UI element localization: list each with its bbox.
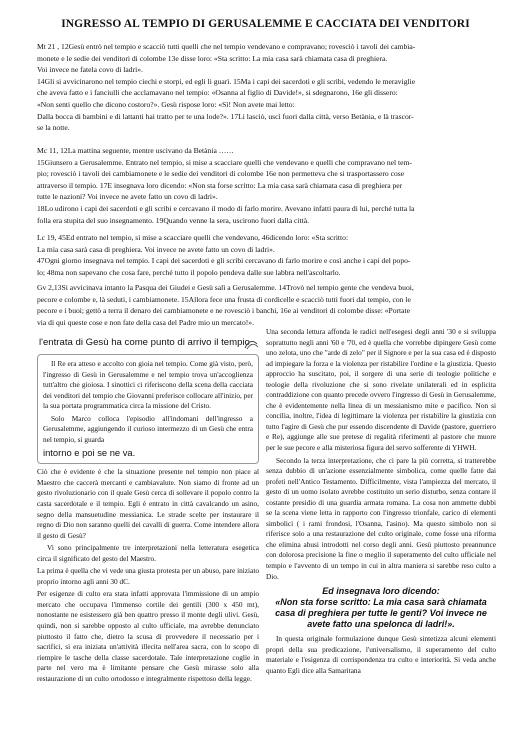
section-banner: [37, 335, 259, 352]
left-column: [37, 335, 259, 745]
gospel-reference: Mc 11, 12: [37, 146, 68, 155]
gospel-line: se la notte.: [37, 123, 70, 133]
gospel-mark: [37, 145, 497, 226]
gospel-reference: Mt 21 , 12: [37, 42, 69, 51]
decorative-swirl-icon: [243, 338, 259, 350]
gospel-line: Voi invece ne fatela covo di ladri».: [37, 65, 143, 75]
quote-text: «Non sta forse scritto: La mia casa sarà chiamata casa di preghiera per tutte le genti? Voi invece ne avete fatto una spelonca di ladri!».: [275, 597, 487, 630]
box-tail-text: intorno e poi se ne va.: [43, 447, 136, 459]
gospel-line: Mt 21 , 12Gesù entrò nel tempio e scacciò tutti quelli che nel tempio vendevano e compravano; rovesciò i tavoli dei cambia-: [37, 42, 416, 51]
gospel-line: 18Lo udirono i capi dei sacerdoti e gli scribi e cercavano il modo di farlo morire. Avevano infatti paura di lui, perché tutta la: [37, 203, 415, 213]
gospel-luke: [37, 232, 497, 278]
quote-intro: Ed insegnava loro dicendo:: [322, 586, 440, 597]
paragraph: Secondo la terza interpretazione, che ci pare la più corretta, si tratterebbe senza dubbio di un'azione essenzialmente simbolica, come quelle fatte dai profeti nell'Antico Testamento. Difficilmente, vista l'ampiezza del mercato, il gesto di un uomo isolato avrebbe costituito un serio disturbo, senza contare il costante presidio di una guardia armata romana. La cosa non ammette dubbi se la scena viene letta in rapporto con l'ingresso trionfale, carico di elementi simbolici ( i rami frondosi, l'Osanna, l'asino). Ma questo simbolo non si riferisce solo a una restaurazione del culto originale, come fosse una riforma che elimina abusi introdotti nel corso degli anni. Gesù piuttosto preannunce con dolorosa precisione la fine o meglio il superamento del culto ufficiale nel tempio e l'avvento di un tempo in cui in altra maniera si sarebbe reso culto a Dio.: [266, 455, 496, 581]
gospel-line: Lc 19, 45Ed entrato nel tempio, si mise a scacciare quelli che vendevano, 46dicendo loro: «Sta scritto:: [37, 233, 349, 242]
paragraph: Il Re era atteso e accolto con gioia nel tempio. Come già visto, però, l'ingresso di Gesù in Gerusalemme e nel tempio trova un'accoglienza tutt'altro che gioiosa. I sinottici ci riferiscono della scena della cacciata dei venditori del tempio che Giovanni preferisce collocare all'inizio, per la sua portata programmatica circa la missione del Cristo.: [43, 359, 254, 411]
gospel-line: lo; 48ma non sapevano che cosa fare, perché tutto il popolo pendeva dalle sue labbra nell'ascoltarlo.: [37, 267, 341, 277]
gospel-line: pecore e colombe e, là seduti, i cambiamonete. 15Allora fece una frusta di cordicelle e scacciò tutti fuori dal tempio, con le: [37, 294, 411, 304]
gospel-line: Dalla bocca di bambini e di lattanti hai tratto per te una lode?». 17Li lasciò, uscì fuori dalla città, verso Betània, e là trascor-: [37, 111, 414, 121]
gospel-line: pio; rovesciò i tavoli dei cambiamonete e le sedie dei venditori di colombe 16e non permetteva che si trasportassero cose: [37, 169, 405, 179]
paragraph: Una seconda lettura affonda le radici nell'esegesi degli anni '30 e si sviluppa soprattutto negli anni '60 e '70, ed è quella che vorrebbe dipingere Gesù come uno zelota, uno che "arde di zelo" per il Signore e per la sua casa ed è disposto ad impiegare la forza e la violenza per ristabilire l'ordine e la giustizia. Questo approccio ha suscitato, poi, il sorgere di una serie di teologie politiche e teologie della rivoluzione che si sono rivelate unilaterali ed in esplicita contraddizione con quanto precede ovvero l'ingresso di Gesù in Gerusalemme, che è evidentemente nella linea di un messianismo mite e pacifico. Non si concilia, inoltre, l'idea di legittimare la violenza per ristabilire la giustizia con tutto l'agire di Gesù che pur essendo discendente di Davide (pastore, guerriero e Re), aggiunge alle sue pretese di regalità riferimenti al pastore che muore per le sue pecore e alla misteriosa figura del servo sofferente di YHWH.: [266, 327, 496, 453]
gospel-line: 15Giunsero a Gerusalemme. Entrato nel tempio, si mise a scacciare quelli che vendevano e quelli che compravano nel tem-: [37, 157, 412, 167]
gospel-line: «Non senti quello che dicono costoro?». Gesù rispose loro: «Sì! Non avete mai letto:: [37, 99, 295, 109]
paragraph: In questa originale formulazione dunque Gesù sintetizza alcuni elementi propri della sua predicazione, l'universalismo, il superamento del culto materiale e l'esigenza di corrispondenza tra culto e interiorità. Si veda anche quanto Egli dice alla Samaritana: [266, 634, 496, 675]
paragraph: Vi sono principalmente tre interpretazioni nella letteratura esegetica circa il significato del gesto del Maestro.: [37, 543, 259, 563]
gospel-reference: Gv 2,13: [37, 283, 62, 292]
gospel-line: attraverso il tempio. 17E insegnava loro dicendo: «Non sta forse scritto: La mia casa sarà chiamata casa di preghiera per: [37, 180, 403, 190]
paragraph: Per esigenze di culto era stata infatti approvata l'immissione di un ampio mercato che occupava l'immenso cortile dei gentili (300 x 450 mt), nonostante ne esistessero già ben quattro presso il monte degli ulivi. Gesù, quindi, non si sarebbe opposto al culto ufficiale, ma avrebbe denunciato piuttosto il fatto che, dietro la scusa di provvedere il necessario per i sacrifici, si era iniziata un'attività illecita nell'area sacra, con lo scopo di riempire le tasche della classe sacerdotale. Tale interpretazione coglie in parte nel vero ma è limitante pensare che Gesù mirasse solo alla restaurazione di un culto ortodosso e integralmente rispettoso della legge.: [37, 589, 259, 683]
gospel-matthew: [37, 41, 497, 134]
gospel-line: 14Gli si avvicinarono nel tempio ciechi e storpi, ed egli li guarì. 15Ma i capi dei sacerdoti e gli scribi, vedendo le meraviglie: [37, 76, 416, 86]
gospel-line: 47Ogni giorno insegnava nel tempio. I capi dei sacerdoti e gli scribi cercavano di farlo morire e così anche i capi del popo-: [37, 256, 411, 266]
gospel-john: [37, 282, 497, 328]
gospel-line: tutte le nazioni? Voi invece ne avete fatto un covo di ladri».: [37, 192, 218, 202]
gospel-line: pecore e i buoi; gettò a terra il denaro dei cambiamonete e ne rovesciò i banchi, 16e ai venditori di colombe disse: «Portate: [37, 306, 411, 316]
gospel-line: folla era stupita del suo insegnamento. 19Quando venne la sera, uscirono fuori dalla città.: [37, 215, 310, 225]
page-title: INGRESSO AL TEMPIO DI GERUSALEMME E CACCIATA DEI VENDITORI: [61, 18, 470, 30]
gospel-line: Mc 11, 12La mattina seguente, mentre uscivano da Betània ……: [37, 146, 234, 155]
gospel-line: monete e le sedie dei venditori di colombe 13e disse loro: «Sta scritto: La mia casa sarà chiamata casa di preghiera.: [37, 53, 388, 63]
paragraph: La prima è quella che vi vede una giusta protesta per un abuso, pare iniziato proprio intorno agli anni 30 dC.: [37, 566, 259, 586]
banner-text: l'entrata di Gesù ha come punto di arrivo il tempio.: [39, 337, 253, 348]
gospel-line: via di qui queste cose e non fate della casa del Padre mio un mercato!».: [37, 317, 254, 327]
gospel-reference: Lc 19, 45: [37, 233, 66, 242]
paragraph: Solo Marco colloca l'episodio all'indomani dell'ingresso a Gerusalemme, aggiungendo il curioso intermezzo di un Gesù che entra nel tempio, si guarda: [43, 413, 253, 444]
intro-box: [37, 354, 259, 464]
quote-block: [266, 586, 496, 630]
paragraph: Ciò che è evidente è che la situazione presente nel tempio non piace al Maestro che caccerà mercanti e cambiavalute. Non siamo di fronte ad un gesto rivoluzionario con il quale Gesù cerca di sollevare il popolo contro la casta sacerdotale e il tempio. Egli è entrato in città cavalcando un asino, segno della mansuetudine messianica. Le strade scelte per instaurare il regno di Dio non saranno quelli dei cavalli di guerra. Come intendere allora il gesto di Gesù?: [37, 467, 259, 540]
gospel-line: La mia casa sarà casa di preghiera. Voi invece ne avete fatto un covo di ladri».: [37, 244, 275, 254]
right-column: [266, 327, 496, 747]
gospel-line: che aveva fatto e i fanciulli che acclamavano nel tempio: «Osanna al figlio di Davide!», si sdegnarono, 16e gli dissero:: [37, 88, 398, 98]
gospel-line: Gv 2,13Si avvicinava intanto la Pasqua dei Giudei e Gesù salì a Gerusalemme. 14Trovò nel tempio gente che vendeva buoi,: [37, 283, 414, 292]
